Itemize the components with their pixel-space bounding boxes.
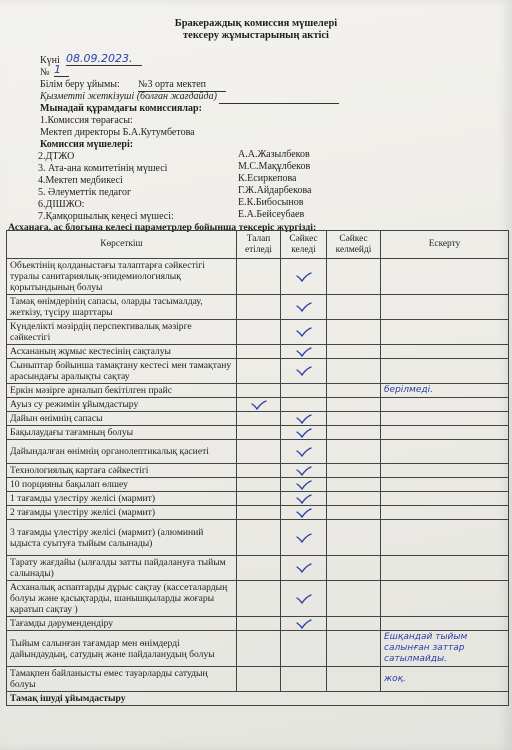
- checkmark-icon: [296, 272, 312, 282]
- row-cell: [327, 556, 381, 581]
- checkmark-icon: [296, 619, 312, 629]
- row-cell: [281, 295, 327, 320]
- row-cell: [237, 464, 281, 478]
- row-cell: [281, 464, 327, 478]
- row-indicator: 3 тағамды үлестіру желісі (мармит) (алюминий ыдыста суытуға тыйым салынады): [7, 520, 237, 556]
- row-remark: [381, 464, 509, 478]
- row-cell: [281, 506, 327, 520]
- row-remark: [381, 617, 509, 631]
- row-remark: Ешқандай тыйым салынған заттар сатылмайды.: [381, 631, 509, 667]
- row-cell: [327, 440, 381, 464]
- checkmark-icon: [296, 447, 312, 457]
- checkmark-icon: [296, 327, 312, 337]
- table-row: [7, 631, 509, 667]
- row-cell: [281, 398, 327, 412]
- member-role: 3. Ата-ана комитетінің мүшесі: [38, 163, 168, 174]
- row-cell: [281, 520, 327, 556]
- inspection-table: [6, 230, 509, 706]
- row-indicator: Тыйым салынған тағамдар мен өнімдерді дайындаудың, сатудың және пайдаланудың болуы: [7, 631, 237, 667]
- row-indicator: Еркін мәзірге арналып бекітілген прайс: [7, 384, 237, 398]
- row-cell: [281, 426, 327, 440]
- table-row: [7, 412, 509, 426]
- row-cell: [237, 320, 281, 345]
- row-cell: [281, 320, 327, 345]
- row-cell: [237, 581, 281, 617]
- table-row: [7, 320, 509, 345]
- org-value: №3 орта мектеп: [138, 79, 226, 92]
- row-cell: [281, 556, 327, 581]
- row-cell: [327, 320, 381, 345]
- row-cell: [281, 440, 327, 464]
- member-role: 5. Әлеуметтік педагог: [38, 187, 132, 198]
- row-indicator: Объектінің қолданыстағы талаптарға сәйкестігі туралы санитариялық-эпидемиологиялық қорытындының болуы: [7, 259, 237, 295]
- row-cell: [281, 259, 327, 295]
- row-cell: [327, 492, 381, 506]
- number-value: 1: [54, 63, 69, 77]
- row-cell: [237, 412, 281, 426]
- row-remark: жоқ.: [381, 667, 509, 692]
- row-cell: [327, 426, 381, 440]
- checkmark-icon: [296, 533, 312, 543]
- table-row: [7, 556, 509, 581]
- row-cell: [327, 359, 381, 384]
- row-cell: [237, 478, 281, 492]
- row-cell: [281, 667, 327, 692]
- members-title: Комиссия мүшелері:: [40, 139, 134, 150]
- row-remark: [381, 412, 509, 426]
- row-remark: [381, 426, 509, 440]
- table-row: [7, 384, 509, 398]
- row-remark: [381, 259, 509, 295]
- row-cell: [281, 617, 327, 631]
- row-cell: [281, 581, 327, 617]
- row-indicator: 1 тағамды үлестіру желісі (мармит): [7, 492, 237, 506]
- row-cell: [237, 520, 281, 556]
- table-row: [7, 295, 509, 320]
- row-indicator: Бақылаудағы тағамның болуы: [7, 426, 237, 440]
- table-row: [7, 492, 509, 506]
- row-cell: [237, 359, 281, 384]
- checkmark-icon: [296, 480, 312, 490]
- table-row: [7, 464, 509, 478]
- table-caption: Асханаға, ас блогына келесі параметрлер бойынша тексеріс жүргізді:: [8, 222, 317, 233]
- row-cell: [237, 295, 281, 320]
- member-name: Г.Ж.Айдарбекова: [238, 185, 312, 196]
- row-remark: [381, 556, 509, 581]
- row-cell: [237, 617, 281, 631]
- row-cell: [281, 631, 327, 667]
- table-row: [7, 426, 509, 440]
- row-cell: [281, 412, 327, 426]
- row-remark: [381, 398, 509, 412]
- table-row: [7, 398, 509, 412]
- table-row: [7, 667, 509, 692]
- member-role: 2.ДТЖО: [38, 151, 75, 162]
- member-role: 4.Мектеп медбикесі: [38, 175, 123, 186]
- table-row: [7, 440, 509, 464]
- row-remark: [381, 440, 509, 464]
- row-indicator: 2 тағамды үлестіру желісі (мармит): [7, 506, 237, 520]
- header-indicator: Көрсеткіш: [7, 231, 237, 259]
- row-indicator: Тағамды дәрумендендіру: [7, 617, 237, 631]
- row-cell: [327, 520, 381, 556]
- header-remark: Ескерту: [381, 231, 509, 259]
- row-indicator: Сыныптар бойынша тамақтану кестесі мен тамақтану арасындағы аралықты сақтау: [7, 359, 237, 384]
- checkmark-icon: [251, 400, 267, 410]
- row-cell: [327, 631, 381, 667]
- checkmark-icon: [296, 594, 312, 604]
- date-label: Күні: [40, 55, 60, 66]
- checkmark-icon: [296, 366, 312, 376]
- row-cell: [237, 556, 281, 581]
- section-label: Тамақ ішуді ұйымдастыру: [7, 692, 509, 706]
- checkmark-icon: [296, 494, 312, 504]
- table-row: [7, 617, 509, 631]
- header-required: Талап етіледі: [237, 231, 281, 259]
- row-remark: [381, 478, 509, 492]
- table-row: [7, 506, 509, 520]
- row-cell: [327, 398, 381, 412]
- row-cell: [327, 412, 381, 426]
- checkmark-icon: [296, 414, 312, 424]
- official-label: Қызметті жеткізуші (болған жағдайда): [40, 91, 339, 104]
- checkmark-icon: [296, 428, 312, 438]
- row-remark: [381, 492, 509, 506]
- row-cell: [237, 345, 281, 359]
- row-cell: [237, 492, 281, 506]
- member-name: А.А.Жазылбеков: [238, 149, 310, 160]
- row-cell: [327, 464, 381, 478]
- section-row: [7, 692, 509, 706]
- row-cell: [281, 359, 327, 384]
- header-compliant: Сәйкес келеді: [281, 231, 327, 259]
- row-remark: [381, 506, 509, 520]
- row-cell: [237, 506, 281, 520]
- row-indicator: Күнделікті мәзірдің перспективалық мәзірге сәйкестігі: [7, 320, 237, 345]
- row-remark: [381, 345, 509, 359]
- row-cell: [327, 478, 381, 492]
- row-indicator: Тарату жағдайы (ылғалды затты пайдалануға тыйым салынады): [7, 556, 237, 581]
- row-cell: [327, 506, 381, 520]
- table-row: [7, 259, 509, 295]
- row-indicator: Дайындалған өнімнің органолептикалық қасиеті: [7, 440, 237, 464]
- number-label: №: [40, 67, 50, 78]
- checkmark-icon: [296, 563, 312, 573]
- checkmark-icon: [296, 508, 312, 518]
- row-indicator: Асхананың жұмыс кестесінің сақталуы: [7, 345, 237, 359]
- table-row: [7, 581, 509, 617]
- row-cell: [281, 345, 327, 359]
- chair-title: 1.Комиссия төрағасы:: [40, 115, 133, 126]
- row-indicator: Ауыз су режимін ұйымдастыру: [7, 398, 237, 412]
- row-cell: [327, 259, 381, 295]
- composition-title: Мынадай құрамдағы комиссиялар:: [40, 103, 202, 114]
- row-cell: [327, 384, 381, 398]
- table-row: [7, 359, 509, 384]
- header-noncompliant: Сәйкес келмейді: [327, 231, 381, 259]
- row-cell: [237, 426, 281, 440]
- row-remark: [381, 320, 509, 345]
- row-remark: [381, 520, 509, 556]
- member-role: 6.ДІШЖО:: [38, 199, 85, 210]
- row-cell: [327, 581, 381, 617]
- checkmark-icon: [296, 466, 312, 476]
- checkmark-icon: [296, 302, 312, 312]
- row-indicator: Тамақ өнімдерінің сапасы, оларды тасымалдау, жеткізу, түсіру шарттары: [7, 295, 237, 320]
- row-indicator: Дайын өнімнің сапасы: [7, 412, 237, 426]
- table-row: [7, 478, 509, 492]
- row-cell: [327, 667, 381, 692]
- member-name: М.С.Мақұлбеков: [238, 161, 311, 172]
- row-cell: [327, 295, 381, 320]
- row-indicator: Асханалық аспаптарды дұрыс сақтау (кассеталардың болуы және қасықтарды, шанышқыларды жоғары қаратып сақтау ): [7, 581, 237, 617]
- row-cell: [237, 667, 281, 692]
- org-label: Білім беру ұйымы:: [40, 79, 120, 90]
- checkmark-icon: [296, 347, 312, 357]
- table-row: [7, 520, 509, 556]
- row-cell: [327, 617, 381, 631]
- row-indicator: Тамақпен байланысты емес тауарларды сатудың болуы: [7, 667, 237, 692]
- row-indicator: 10 порцияны бақылап өлшеу: [7, 478, 237, 492]
- row-cell: [237, 259, 281, 295]
- row-remark: [381, 359, 509, 384]
- row-remark: [381, 581, 509, 617]
- table-row: [7, 345, 509, 359]
- row-cell: [327, 345, 381, 359]
- member-name: К.Есиркепова: [238, 173, 297, 184]
- row-remark: берілмеді.: [381, 384, 509, 398]
- row-cell: [281, 384, 327, 398]
- row-cell: [237, 384, 281, 398]
- row-cell: [237, 398, 281, 412]
- row-cell: [281, 492, 327, 506]
- doc-title-line2: тексеру жұмыстарының актісі: [183, 30, 329, 41]
- date-value: 08.09.2023.: [66, 52, 142, 66]
- row-cell: [237, 440, 281, 464]
- doc-title-line1: Бракераждық комиссия мүшелері: [174, 18, 338, 29]
- row-cell: [237, 631, 281, 667]
- row-remark: [381, 295, 509, 320]
- member-name: Е.А.Бейсеубаев: [238, 209, 305, 220]
- member-name: Е.К.Бибосынов: [238, 197, 304, 208]
- row-indicator: Технологиялық картаға сәйкестігі: [7, 464, 237, 478]
- member-role: 7.Қамқоршылық кеңесі мүшесі:: [38, 211, 174, 222]
- chair-line: Мектеп директоры Б.А.Кутумбетова: [40, 127, 195, 138]
- row-cell: [281, 478, 327, 492]
